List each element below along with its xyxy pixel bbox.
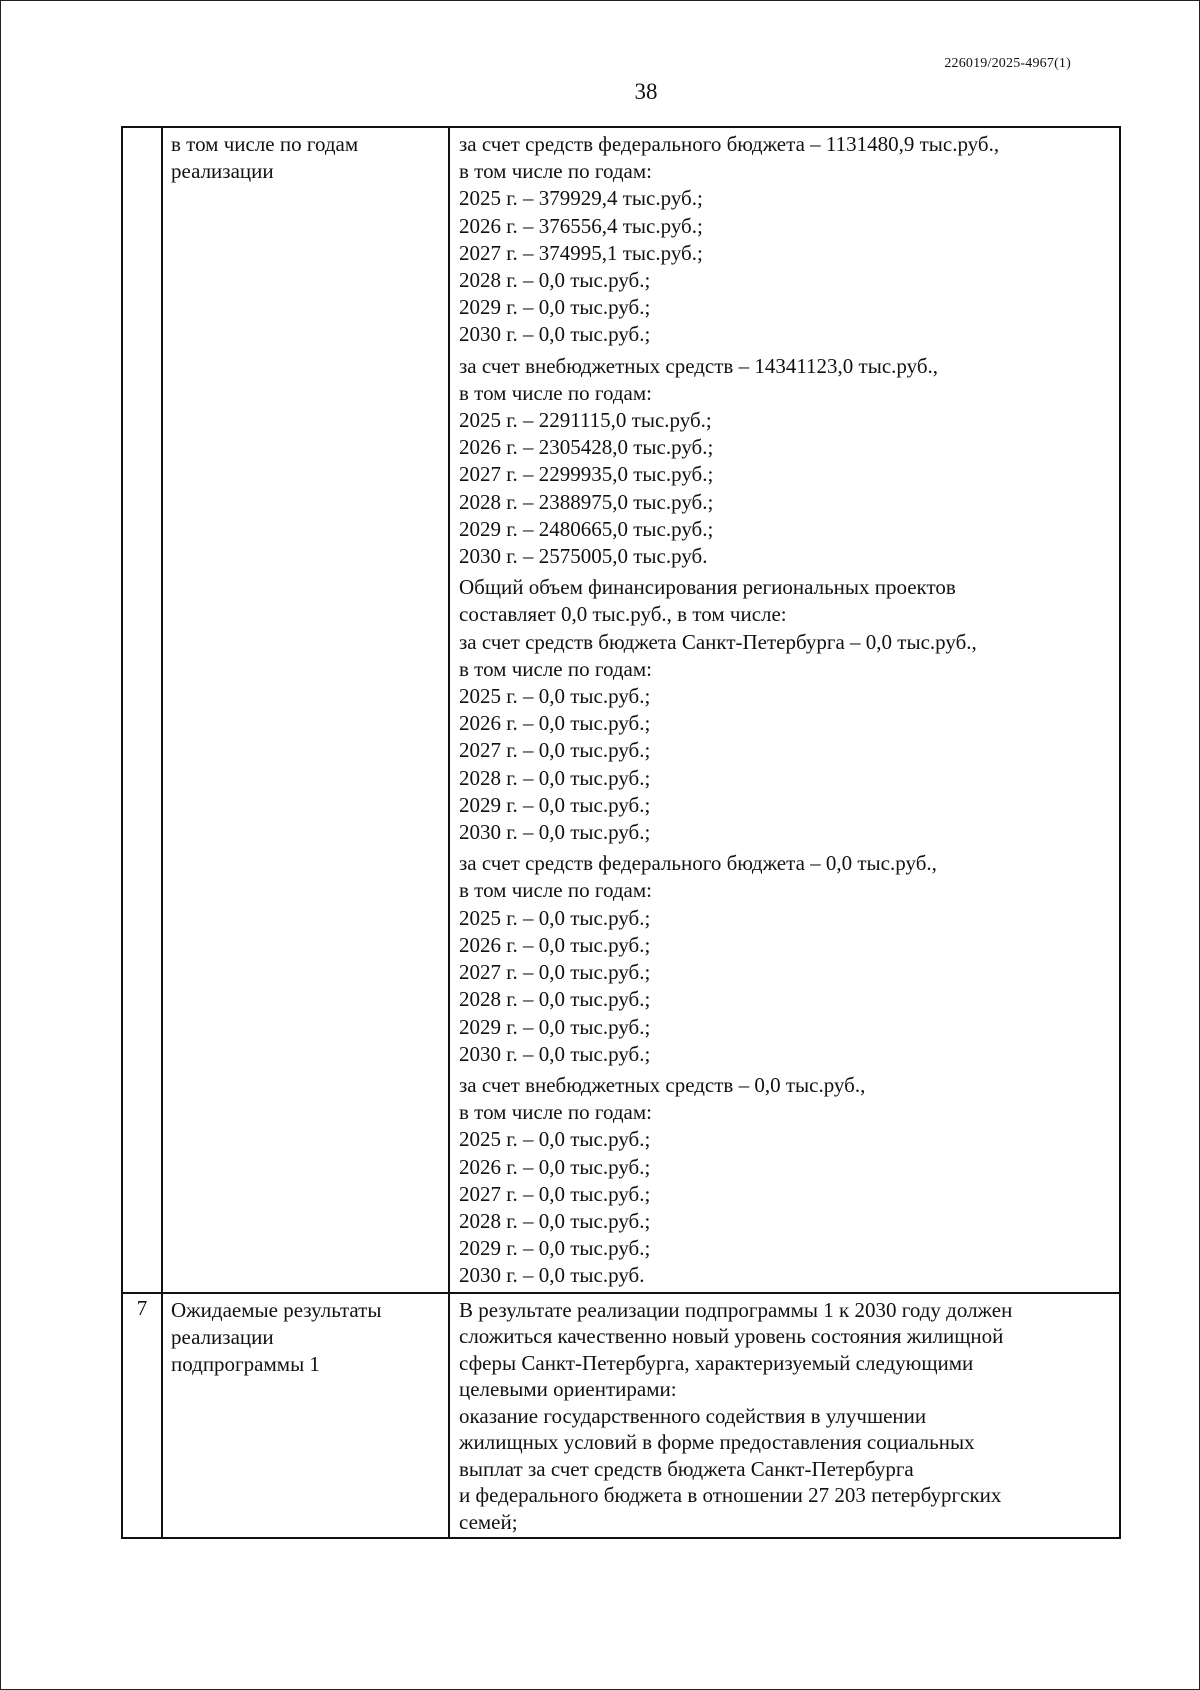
content-line: 2029 г. – 0,0 тыс.руб.; [459, 1236, 651, 1261]
content-line: 2027 г. – 374995,1 тыс.руб.; [459, 240, 703, 265]
row-number-cell [122, 127, 162, 1293]
row-number-cell: 7 [122, 1293, 162, 1539]
content-line: 2027 г. – 0,0 тыс.руб.; [459, 738, 651, 763]
content-line: 2028 г. – 0,0 тыс.руб.; [459, 1208, 651, 1233]
content-line: 2026 г. – 2305428,0 тыс.руб.; [459, 435, 714, 460]
row-label-line: реализации [171, 1324, 274, 1349]
content-line: семей; [459, 1509, 518, 1534]
content-line: 2030 г. – 0,0 тыс.руб.; [459, 820, 651, 845]
content-line: 2030 г. – 0,0 тыс.руб. [459, 1263, 645, 1288]
content-line: 2025 г. – 379929,4 тыс.руб.; [459, 186, 703, 211]
content-line: 2029 г. – 2480665,0 тыс.руб.; [459, 516, 714, 541]
content-line: 2025 г. – 0,0 тыс.руб.; [459, 905, 651, 930]
row-label-line: реализации [171, 159, 274, 183]
content-line: 2027 г. – 0,0 тыс.руб.; [459, 960, 651, 985]
regional-federal-budget-block [459, 850, 1111, 1068]
content-line: составляет 0,0 тыс.руб., в том числе: [459, 602, 787, 627]
content-line: за счет средств федерального бюджета – 0,0 тыс.руб., [459, 851, 937, 876]
content-line: 2028 г. – 0,0 тыс.руб.; [459, 268, 651, 293]
content-line: 2026 г. – 376556,4 тыс.руб.; [459, 213, 703, 238]
content-line: 2026 г. – 0,0 тыс.руб.; [459, 932, 651, 957]
content-line: в том числе по годам: [459, 656, 652, 681]
content-line: за счет внебюджетных средств – 0,0 тыс.руб., [459, 1072, 866, 1097]
content-line: 2027 г. – 2299935,0 тыс.руб.; [459, 462, 714, 487]
content-line: в том числе по годам: [459, 159, 652, 184]
content-line: Общий объем финансирования региональных проектов [459, 575, 956, 600]
content-line: 2029 г. – 0,0 тыс.руб.; [459, 1014, 651, 1039]
content-line: и федерального бюджета в отношении 27 203 петербургских [459, 1483, 1002, 1508]
content-line: жилищных условий в форме предоставления социальных [459, 1430, 975, 1455]
content-line: за счет средств федерального бюджета – 1131480,9 тыс.руб., [459, 132, 1000, 156]
federal-budget-block [459, 131, 1111, 349]
content-line: 2028 г. – 2388975,0 тыс.руб.; [459, 489, 714, 514]
page-number: 38 [634, 79, 658, 104]
row-content-cell [449, 127, 1120, 1293]
table-row-financing-by-years [122, 127, 1120, 1293]
content-line: 2030 г. – 0,0 тыс.руб.; [459, 1041, 651, 1066]
content-line: в том числе по годам: [459, 1100, 652, 1125]
content-line: 2025 г. – 0,0 тыс.руб.; [459, 684, 651, 709]
row-label-cell [162, 127, 449, 1293]
content-line: 2025 г. – 2291115,0 тыс.руб.; [459, 408, 712, 433]
content-line: 2028 г. – 0,0 тыс.руб.; [459, 765, 651, 790]
content-line: в том числе по годам: [459, 380, 652, 405]
table-row-expected-results [122, 1293, 1120, 1539]
row-content-cell [449, 1293, 1120, 1539]
content-line: 2026 г. – 0,0 тыс.руб.; [459, 711, 651, 736]
content-line: 2028 г. – 0,0 тыс.руб.; [459, 987, 651, 1012]
content-line: оказание государственного содействия в улучшении [459, 1403, 927, 1428]
content-line: 2030 г. – 2575005,0 тыс.руб. [459, 544, 708, 569]
content-line: выплат за счет средств бюджета Санкт-Петербурга [459, 1456, 914, 1481]
content-line: сложиться качественно новый уровень состояния жилищной [459, 1324, 1004, 1349]
document-registration-number: 226019/2025-4967(1) [944, 56, 1071, 71]
content-line: 2026 г. – 0,0 тыс.руб.; [459, 1154, 651, 1179]
content-line: 2029 г. – 0,0 тыс.руб.; [459, 295, 651, 320]
row-label-line: в том числе по годам [171, 132, 359, 156]
regional-extrabudgetary-block [459, 1072, 1111, 1290]
content-line: 2027 г. – 0,0 тыс.руб.; [459, 1181, 651, 1206]
content-line: за счет внебюджетных средств – 14341123,0 тыс.руб., [459, 353, 939, 378]
content-line: за счет средств бюджета Санкт-Петербурга – 0,0 тыс.руб., [459, 629, 977, 654]
extrabudgetary-funds-block [459, 353, 1111, 571]
content-line: 2030 г. – 0,0 тыс.руб.; [459, 322, 651, 347]
content-line: сферы Санкт-Петербурга, характеризуемый следующими [459, 1350, 974, 1375]
program-passport-table [121, 126, 1121, 1539]
row-label-cell [162, 1293, 449, 1539]
content-line: 2025 г. – 0,0 тыс.руб.; [459, 1127, 651, 1152]
content-line: в том числе по годам: [459, 878, 652, 903]
row-label-line: Ожидаемые результаты [171, 1297, 382, 1322]
regional-projects-block [459, 574, 1111, 846]
content-line: целевыми ориентирами: [459, 1377, 677, 1402]
content-line: В результате реализации подпрограммы 1 к 2030 году должен [459, 1297, 1013, 1322]
row-label-line: подпрограммы 1 [171, 1351, 320, 1376]
content-line: 2029 г. – 0,0 тыс.руб.; [459, 792, 651, 817]
